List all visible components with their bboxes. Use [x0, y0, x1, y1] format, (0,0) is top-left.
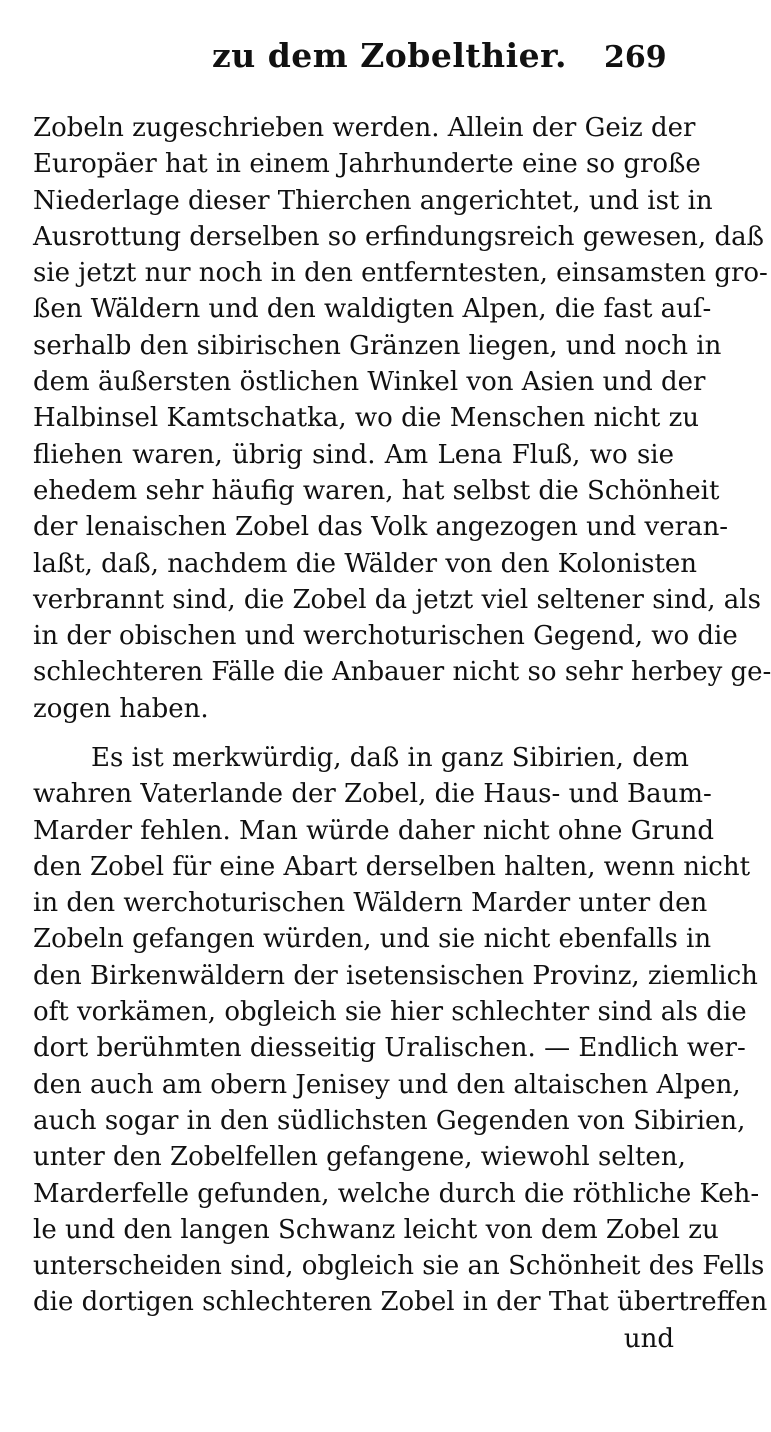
text-line: Zobeln zugeschrieben werden. Allein der Geiz der — [33, 113, 696, 143]
text-line: die dortigen schlechteren Zobel in der That übertreffen — [33, 1287, 768, 1318]
text-line: schlechteren Fälle die Anbauer nicht so sehr herbey ge- — [33, 657, 771, 688]
text-line: der lenaischen Zobel das Volk angezogen und veran- — [33, 512, 729, 543]
text-line: unter den Zobelfellen gefangene, wiewohl selten, — [33, 1142, 686, 1173]
text-line: Zobeln gefangen würden, und sie nicht ebenfalls in — [33, 924, 712, 955]
text-line: wahren Vaterlande der Zobel, die Haus- und Baum- — [33, 779, 712, 810]
text-line: oft vorkämen, obgleich sie hier schlechter sind als die — [33, 997, 747, 1028]
text-line: den Zobel für eine Abart derselben halten, wenn nicht — [33, 851, 751, 882]
text-line: ßen Wäldern und den waldigten Alpen, die fast auſ- — [33, 294, 712, 325]
text-line: verbrannt sind, die Zobel da jetzt viel seltener sind, als — [33, 584, 761, 615]
text-line: dort berühmten diesseitig Uralischen. — Endlich wer- — [33, 1033, 746, 1064]
page-number: 269 — [604, 40, 667, 75]
text-line: ehedem sehr häufig waren, hat selbst die Schönheit — [33, 475, 720, 506]
running-title: zu dem Zobelthier. — [212, 36, 568, 75]
text-line: zogen haben. — [33, 693, 209, 724]
text-line: den Birkenwäldern der isetensischen Provinz, ziemlich — [33, 960, 758, 991]
text-line: Ausrottung derselben so erfindungsreich gewesen, daß — [33, 221, 764, 252]
running-head — [0, 30, 700, 80]
text-line: laßt, daß, nachdem die Wälder von den Kolonisten — [33, 548, 698, 579]
paragraph-2 — [33, 740, 768, 1357]
text-line: auch sogar in den südlichsten Gegenden von Sibirien, — [33, 1105, 746, 1136]
text-line: Niederlage dieser Thierchen angerichtet, und ist in — [33, 185, 713, 216]
text-line: fliehen waren, übrig sind. Am Lena Fluß, wo sie — [33, 439, 674, 470]
text-line: den auch am obern Jenisey und den altaischen Alpen, — [33, 1069, 741, 1100]
paragraph-1 — [33, 110, 771, 727]
text-line: sie jetzt nur noch in den entferntesten, einsamsten gro- — [33, 258, 768, 289]
text-line: Es ist merkwürdig, daß in ganz Sibirien, dem — [91, 743, 689, 773]
text-line: Marderfelle gefunden, welche durch die röthliche Keh- — [33, 1178, 760, 1209]
text-line: serhalb den sibirischen Gränzen liegen, und noch in — [33, 330, 722, 361]
text-line: Marder fehlen. Man würde daher nicht ohne Grund — [33, 815, 715, 846]
text-line: Europäer hat in einem Jahrhunderte eine so große — [33, 149, 701, 180]
text-line: in den werchoturischen Wäldern Marder unter den — [33, 888, 708, 919]
text-line: le und den langen Schwanz leicht von dem Zobel zu — [33, 1214, 719, 1245]
text-line: Halbinsel Kamtschatka, wo die Menschen nicht zu — [33, 403, 700, 434]
text-line: in der obischen und werchoturischen Gegend, wo die — [33, 621, 738, 652]
catchword: und — [623, 1323, 674, 1354]
text-line: dem äußersten östlichen Winkel von Asien und der — [33, 367, 706, 398]
text-line: unterscheiden sind, obgleich sie an Schönheit des Fells — [33, 1251, 765, 1282]
